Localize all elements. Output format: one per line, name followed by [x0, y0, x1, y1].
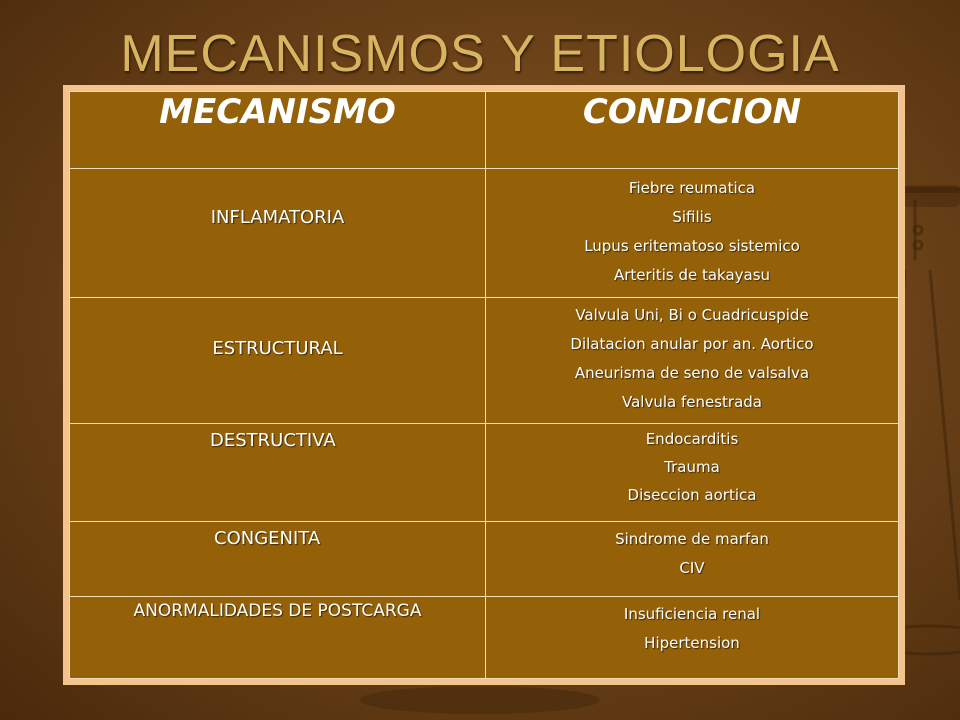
condition-item: Valvula Uni, Bi o Cuadricuspide: [575, 305, 809, 324]
table-header-row: [70, 92, 899, 169]
mechanism-label: INFLAMATORIA: [210, 207, 345, 229]
condition-item: Arteritis de takayasu: [613, 266, 771, 285]
condition-item: Valvula fenestrada: [622, 392, 762, 411]
condition-item: Diseccion aortica: [627, 486, 757, 505]
condition-cell: [486, 522, 899, 596]
mechanism-label: DESTRUCTIVA: [210, 430, 336, 452]
condition-cell: [486, 596, 899, 678]
condition-item: Sindrome de marfan: [615, 530, 769, 549]
condition-item: Hipertension: [644, 633, 740, 652]
condition-item: Sifilis: [672, 208, 712, 227]
mechanism-label: ANORMALIDADES DE POSTCARGA: [133, 600, 422, 621]
condition-item: Fiebre reumatica: [628, 179, 756, 198]
condition-item: CIV: [679, 559, 705, 578]
condition-item: Insuficiencia renal: [623, 604, 761, 623]
table-frame: [63, 85, 905, 685]
mechanism-cell: [70, 297, 486, 423]
mechanisms-table: [69, 91, 899, 679]
header-condicion: CONDICION: [486, 92, 899, 169]
mechanism-label: ESTRUCTURAL: [212, 337, 343, 359]
table-row: [70, 297, 899, 423]
table-row: [70, 596, 899, 678]
mechanism-cell: [70, 522, 486, 596]
mechanism-cell: [70, 424, 486, 522]
mechanism-cell: [70, 169, 486, 297]
condition-item: Dilatacion anular por an. Aortico: [570, 334, 814, 353]
condition-item: Trauma: [664, 458, 720, 477]
condition-item: Lupus eritematoso sistemico: [584, 237, 800, 256]
mechanism-cell: [70, 596, 486, 678]
condition-cell: [486, 424, 899, 522]
condition-cell: [486, 297, 899, 423]
table-row: [70, 522, 899, 596]
condition-cell: [486, 169, 899, 297]
condition-item: Endocarditis: [645, 430, 739, 449]
header-mecanismo: MECANISMO: [70, 92, 486, 169]
condition-item: Aneurisma de seno de valsalva: [574, 363, 810, 382]
table-row: [70, 169, 899, 297]
table-row: [70, 424, 899, 522]
slide-title: MECANISMOS Y ETIOLOGIA: [120, 25, 840, 83]
mechanism-label: CONGENITA: [214, 528, 321, 550]
